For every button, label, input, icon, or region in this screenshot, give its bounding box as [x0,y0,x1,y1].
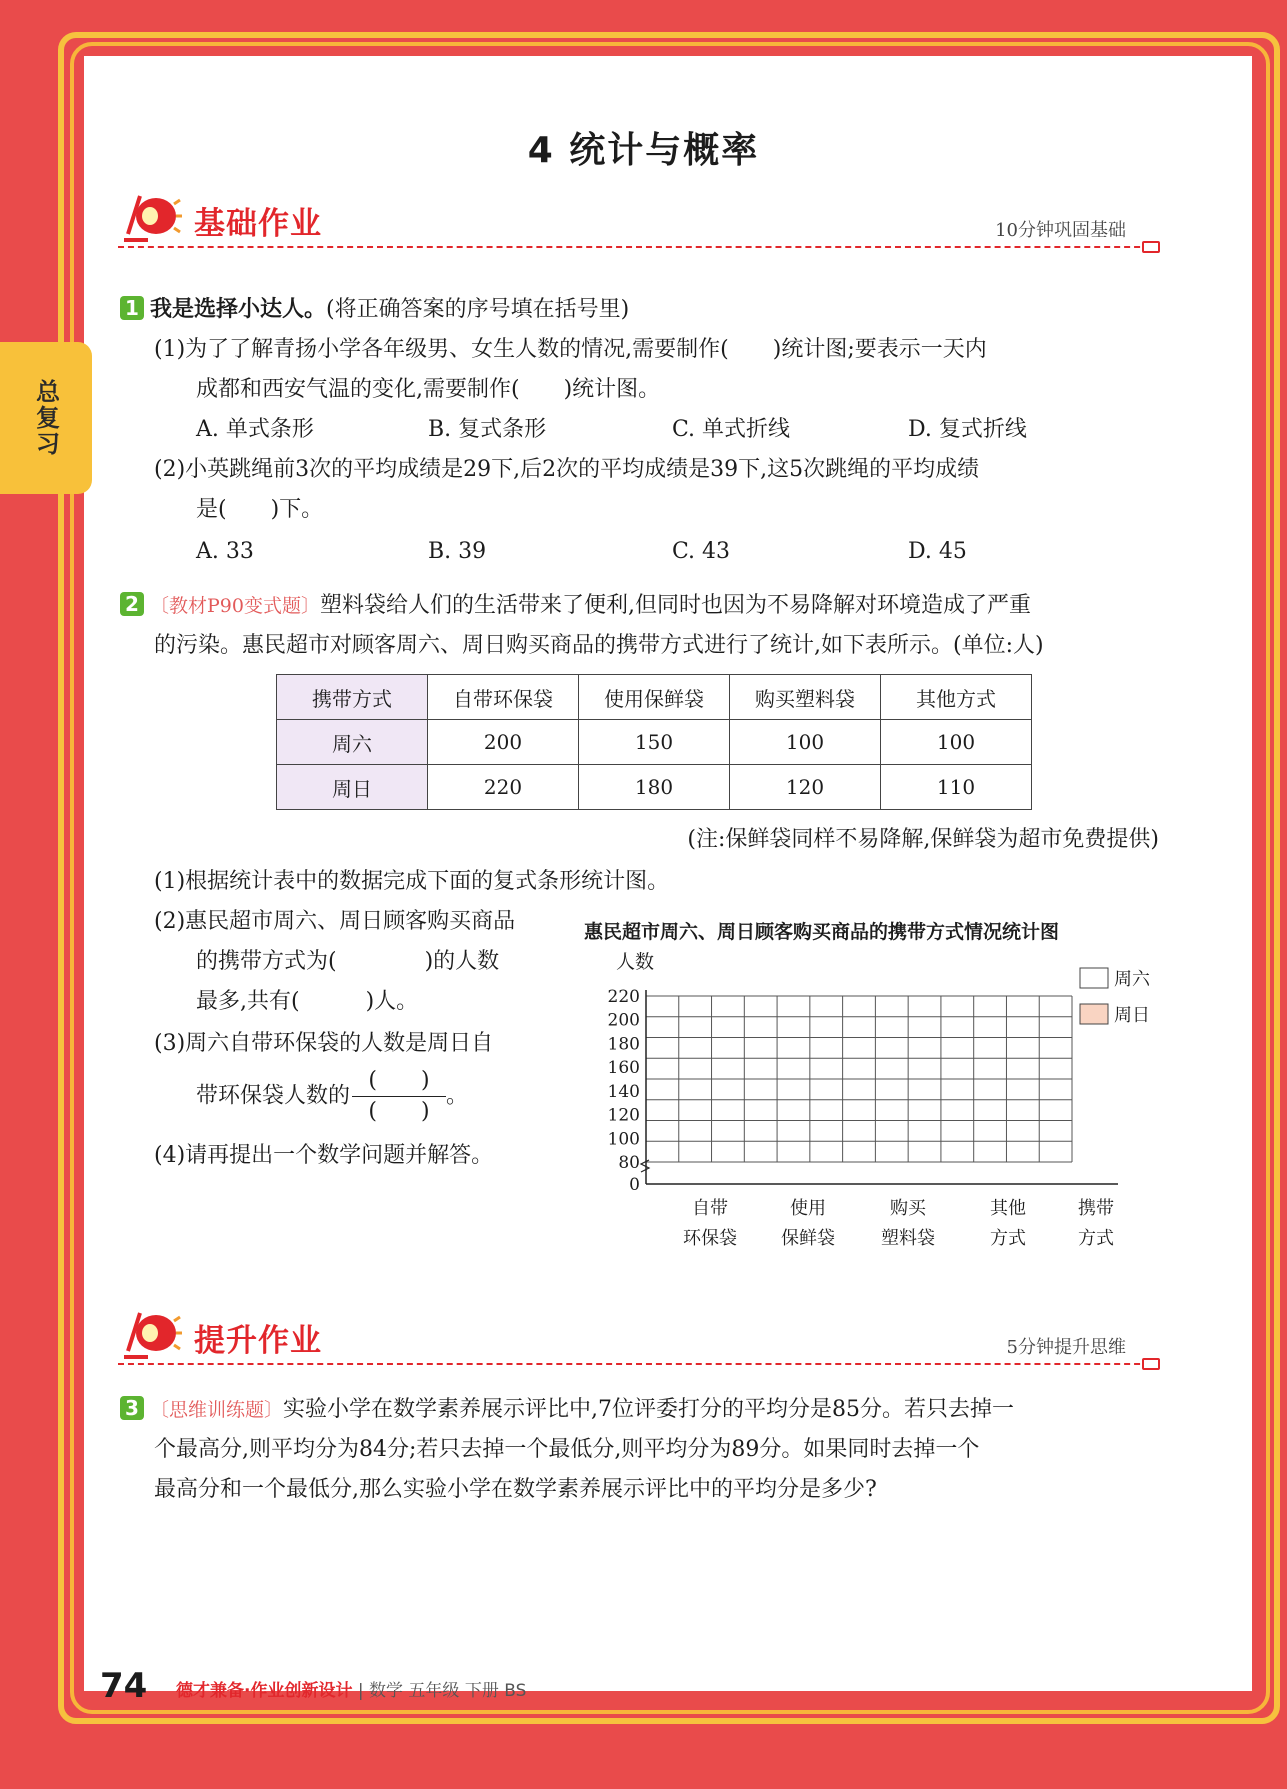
q2-sub1: (1)根据统计表中的数据完成下面的复式条形统计图。 [154,869,670,894]
q3-number-badge: 3 [120,1396,144,1420]
section-advance-title: 提升作业 [194,1323,322,1359]
table-header: 使用保鲜袋 [579,675,730,720]
table-cell: 200 [428,720,579,765]
chart-legend [1080,968,1151,1026]
fraction-numerator: ( ) [368,1068,430,1093]
q1-p1-line1: (1)为了了解青扬小学各年级男、女生人数的情况,需要制作( )统计图;要表示一天内 [154,337,987,362]
q3-text-1: 实验小学在数学素养展示评比中,7位评委打分的平均分是85分。若只去掉一 [283,1397,1015,1422]
chart-title: 惠民超市周六、周日顾客购买商品的携带方式情况统计图 [584,921,1060,943]
q1-p1-opt-b: B. 复式条形 [428,417,547,442]
q1-p2-opt-d: D. 45 [908,539,967,564]
q2-sub4: (4)请再提出一个数学问题并解答。 [154,1143,494,1168]
q1-p1-line2: 成都和西安气温的变化,需要制作( )统计图。 [196,377,661,402]
y-tick-label: 0 [629,1175,640,1195]
q1-p1-opt-c: C. 单式折线 [672,417,791,442]
divider-end [1142,1358,1160,1370]
footer-sub: 数学 五年级 下册 BS [369,1681,527,1701]
lamp-icon [120,190,182,246]
q1-head-paren: (将正确答案的序号填在括号里) [326,297,630,322]
q2-tag: 〔教材P90变式题〕 [150,595,320,617]
q1-heading [120,290,629,330]
q1-p2-opt-a: A. 33 [196,539,254,564]
side-tab [0,342,92,494]
table-cell: 100 [730,720,881,765]
q2-sub3-line1: (3)周六自带环保袋的人数是周日自 [154,1031,494,1056]
table-header: 携带方式 [277,675,428,720]
chart-grid [641,990,1118,1184]
q3-line3: 最高分和一个最低分,那么实验小学在数学素养展示评比中的平均分是多少? [154,1477,877,1502]
stat-table [276,674,1032,810]
q2-sub2-line3: 最多,共有( )人。 [196,989,419,1014]
x-tick-label: 方式 [990,1228,1026,1249]
section-advance-header [116,1303,1160,1373]
table-header: 购买塑料袋 [730,675,881,720]
fraction-denominator: ( ) [368,1099,430,1124]
y-tick-label: 140 [607,1081,640,1102]
table-cell: 周六 [277,720,428,765]
q2-sub3-end: 。 [446,1083,469,1109]
q1-p2-opt-b: B. 39 [428,539,487,564]
section-basic-header [116,186,1160,256]
table-header-row [277,675,1032,720]
section-basic-title: 基础作业 [194,206,322,242]
q3-line1 [120,1390,1014,1430]
q1-p2-opt-c: C. 43 [672,539,731,564]
table-cell: 周日 [277,765,428,810]
y-tick-label: 200 [607,1010,640,1031]
q2-sub2-line1: (2)惠民超市周六、周日顾客购买商品 [154,909,516,934]
side-tab-label: 总复习 [31,379,60,457]
footer-sep: | [357,1681,364,1701]
legend-label: 周日 [1114,1005,1150,1026]
page-number: 74 [100,1666,148,1706]
table-header: 自带环保袋 [428,675,579,720]
page-title: 4 统计与概率 [527,130,760,171]
y-tick-label: 80 [618,1153,640,1173]
table-cell: 220 [428,765,579,810]
legend-swatch [1080,1004,1108,1024]
q1-head: 我是选择小达人。 [150,297,327,322]
table-header: 其他方式 [881,675,1032,720]
section-basic-note: 10分钟巩固基础 [995,220,1126,241]
divider [118,246,1160,248]
x-tick-label: 塑料袋 [881,1228,935,1249]
table-row [277,720,1032,765]
q2-text-1: 塑料袋给人们的生活带来了便利,但同时也因为不易降解对环境造成了严重 [319,593,1031,618]
q1-p1-opt-a: A. 单式条形 [196,417,314,442]
x-tick-label: 自带 [692,1198,728,1219]
y-tick-label: 220 [607,987,640,1007]
table-cell: 150 [579,720,730,765]
y-ticks [608,987,640,1195]
table-cell: 100 [881,720,1032,765]
q2-table-note: (注:保鲜袋同样不易降解,保鲜袋为超市免费提供) [687,827,1159,852]
x-tick-label: 其他 [990,1198,1026,1219]
bar-chart [580,912,1160,1252]
q1-p2-line1: (2)小英跳绳前3次的平均成绩是29下,后2次的平均成绩是39下,这5次跳绳的平均成绩 [154,457,980,482]
y-tick-label: 100 [607,1129,640,1150]
y-tick-label: 120 [607,1105,640,1126]
table-cell: 110 [881,765,1032,810]
y-tick-label: 180 [607,1034,640,1055]
legend-label: 周六 [1114,969,1150,990]
x-axis-label: 携带 [1078,1198,1114,1219]
x-axis-label: 方式 [1078,1228,1114,1249]
y-tick-label: 160 [607,1058,640,1079]
divider [118,1363,1160,1365]
table-cell: 180 [579,765,730,810]
lamp-icon [120,1307,182,1363]
table-cell: 120 [730,765,881,810]
q1-p1-opt-d: D. 复式折线 [908,417,1027,442]
y-axis-label: 人数 [616,951,655,973]
legend-swatch [1080,968,1108,988]
q2-sub3-line2 [196,1066,468,1127]
x-tick-label: 购买 [890,1198,926,1219]
x-tick-label: 环保袋 [683,1228,737,1249]
x-tick-label: 保鲜袋 [781,1228,835,1249]
q3-tag: 〔思维训练题〕 [150,1399,284,1421]
q2-line2: 的污染。惠民超市对顾客周六、周日购买商品的携带方式进行了统计,如下表所示。(单位:人) [154,633,1044,658]
q1-number-badge: 1 [120,296,144,320]
q2-sub3-text: 带环保袋人数的 [196,1083,351,1109]
q2-sub2-line2: 的携带方式为( )的人数 [196,949,500,974]
footer-text [176,1676,526,1701]
q2-line1 [120,586,1031,626]
footer-brand: 德才兼备·作业创新设计 [176,1681,353,1701]
divider-end [1142,241,1160,253]
x-categories [683,1198,1114,1249]
fraction-blank [352,1066,446,1127]
table-row [277,765,1032,810]
q1-p2-line2: 是( )下。 [196,497,324,522]
x-tick-label: 使用 [790,1198,826,1219]
section-advance-note: 5分钟提升思维 [1006,1337,1126,1358]
q3-line2: 个最高分,则平均分为84分;若只去掉一个最低分,则平均分为89分。如果同时去掉一个 [154,1437,980,1462]
q2-number-badge: 2 [120,592,144,616]
